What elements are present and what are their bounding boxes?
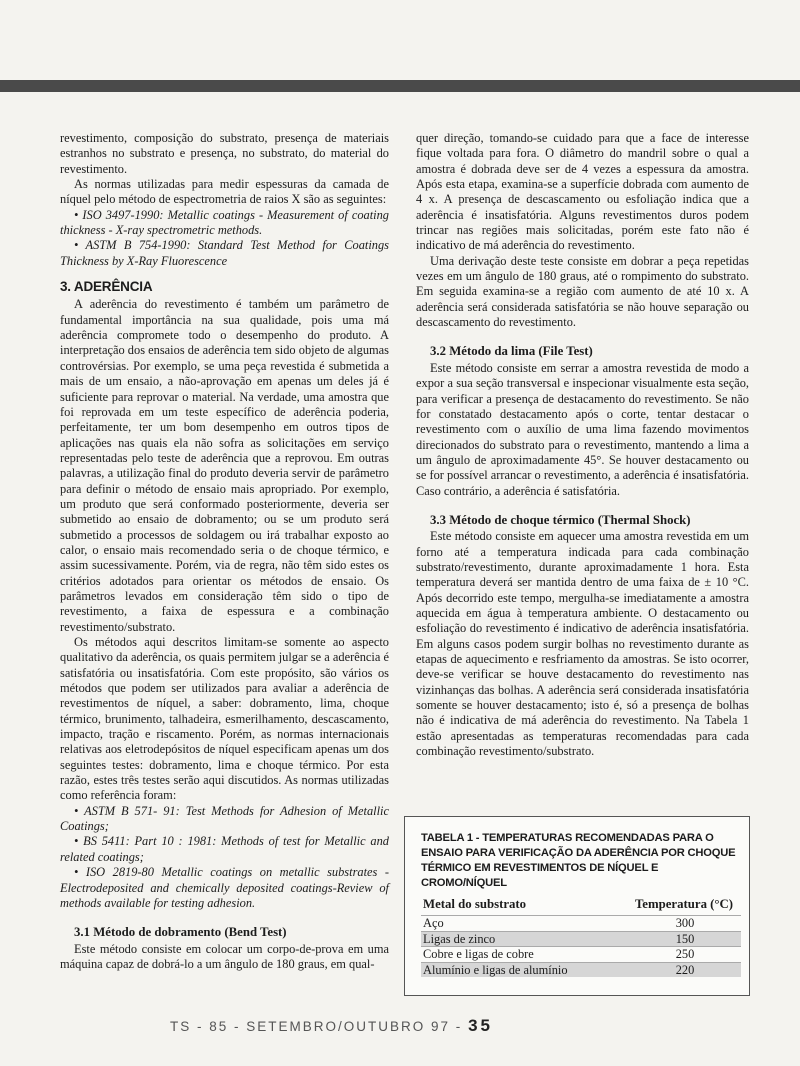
cell-metal: Aço <box>421 916 577 932</box>
subsection-heading: 3.3 Método de choque térmico (Thermal Shock) <box>430 512 691 527</box>
reference-item: • ASTM B 754-1990: Standard Test Method for Coatings Thickness by X-Ray Fluorescence <box>60 238 389 268</box>
paragraph: revestimento, composição do substrato, presença de materiais estranhos no substrato e presença, no substrato, do material do revestimento. <box>60 131 389 176</box>
section-heading: 3. ADERÊNCIA <box>60 279 153 295</box>
cell-temperature: 300 <box>577 916 741 932</box>
temperature-table <box>421 897 741 977</box>
page-number: 35 <box>468 1016 493 1035</box>
paragraph: Os métodos aqui descritos limitam-se somente ao aspecto qualitativo da aderência, os quais permitem julgar se a aderência é satisfatória ou insatisfatória. Com este propósito, são vários os métodos que podem ser utilizados para avaliar a aderência de revestimentos de níquel, a saber: dobramento, lima, choque térmico, brunimento, talhadeira, esmerilhamento, descascamento, impacto, tração e riscamento. Porém, as normas internacionais relativas aos eletrodepósitos de níquel especificam apenas um dos seguintes testes: dobramento, lima e choque térmico. Por esta razão, estes três testes serão aqui discutidos. As normas utilizadas como referência foram: <box>60 635 389 803</box>
cell-metal: Ligas de zinco <box>421 931 577 947</box>
paragraph: Uma derivação deste teste consiste em dobrar a peça repetidas vezes em um ângulo de 180 graus, até o rompimento do substrato. Em seguida examina-se a região com aumento de até 10 x. A aderência será considerada satisfatória se não houve separação ou descascamento do revestimento. <box>416 253 749 330</box>
left-column <box>60 131 389 972</box>
table-header-row <box>421 897 741 916</box>
right-column <box>416 131 749 759</box>
reference-item: • ISO 3497-1990: Metallic coatings - Measurement of coating thickness - X-ray spectrometric methods. <box>60 207 389 238</box>
paragraph: quer direção, tomando-se cuidado para que a face de interesse fique voltada para fora. O diâmetro do mandril sobre o qual a amostra é dobrada deve ser de 4 vezes a espessura da amostra. Após esta etapa, examina-se a superfície dobrada com aumento de 4 x. A presença de descascamento ou esfoliação indica que a aderência é insatisfatória. Alguns revestimentos duros podem trincar nas regiões mais solicitadas, porém este fato não é indicativo de má aderência do revestimento. <box>416 131 749 253</box>
table-row <box>421 931 741 947</box>
reference-item: • BS 5411: Part 10 : 1981: Methods of test for Metallic and related coatings; <box>60 834 389 864</box>
cell-temperature: 250 <box>577 947 741 963</box>
reference-item: • ISO 2819-80 Metallic coatings on metallic substrates - Electrodeposited and chemically deposited coatings-Review of methods available for testing adhesion. <box>60 865 389 910</box>
subsection-heading: 3.2 Método da lima (File Test) <box>430 344 593 359</box>
paragraph: Este método consiste em serrar a amostra revestida de modo a expor a sua seção transversal e inspecionar visualmente esta seção, para verificar a presença de destacamento do revestimento. Se não for constatado destacamento após o corte, tentar destacar o revestimento com o auxílio de uma lima fazendo movimentos direcionados do substrato para o revestimento, mantendo a lima a um ângulo de aproximadamente 45°. Se houver destacamento ou se for possível arrancar o revestimento, a aderência é insatisfatória. Caso contrário, a aderência é satisfatória. <box>416 360 749 498</box>
paragraph: As normas utilizadas para medir espessuras da camada de níquel pelo método de espectrometria de raios X são as seguintes: <box>60 177 389 207</box>
cell-temperature: 150 <box>577 931 741 947</box>
cell-metal: Alumínio e ligas de alumínio <box>421 962 577 977</box>
page-footer <box>170 1016 570 1036</box>
paragraph: Este método consiste em aquecer uma amostra revestida em um forno até a temperatura indicada para cada combinação substrato/revestimento, durante aproximadamente 1 hora. Esta temperatura deverá ser mantida dentro de uma faixa de ± 10 °C. Após decorrido este tempo, mergulha-se imediatamente a amostra aquecida em água à temperatura ambiente. O destacamento ou esfoliação do revestimento é indicativo de aderência insatisfatória. Em alguns casos podem surgir bolhas no revestimento durante as etapas de aquecimento e resfriamento da amostras. Se isto ocorrer, deve-se verificar se houve destacamento do revestimento nas vizinhanças das bolhas. A aderência será considerada insatisfatória somente se houver destacamento; isto é, só a presença de bolhas não é indicativa de má aderência do revestimento. Na Tabela 1 estão apresentadas as temperaturas recomendadas para cada combinação revestimento/substrato. <box>416 529 749 759</box>
cell-metal: Cobre e ligas de cobre <box>421 947 577 963</box>
table-1-box <box>404 816 750 996</box>
paragraph: A aderência do revestimento é também um parâmetro de fundamental importância na sua qualidade, pois uma má aderência compromete todo o desempenho do produto. A interpretação dos ensaios de aderência tem sido objeto de algumas controvérsias. Por exemplo, se uma peça revestida é submetida a mais de um ensaio, a não-aprovação em apenas um deles já é suficiente para reprovar o material. Na verdade, uma amostra que foi reprovada em um teste específico de aderência poderia, perfeitamente, ter um bom desempenho em outros tipos de aplicações nas quais ela não sofra as solicitações em serviço representadas pelo teste de aderência que a reprovou. Em outras palavras, a utilização final do produto deveria servir de parâmetro para definir o método de ensaio mais apropriado. Por exemplo, um produto que será conformado posteriormente, deveria ser submetido ao ensaio de dobramento; ou se um produto será submetido a processos de soldagem ou irá trabalhar exposto ao calor, o ensaio mais recomendado seria o de choque térmico, e assim sucessivamente. Porém, via de regra, não têm sido estes os critérios adotados para orientar os métodos de ensaio. Os parâmetros levados em consideração têm sido o tipo de revestimento, a faixa de espessura e a combinação revestimento/substrato. <box>60 297 389 634</box>
reference-item: • ASTM B 571- 91: Test Methods for Adhesion of Metallic Coatings; <box>60 803 389 834</box>
table-caption: TABELA 1 - TEMPERATURAS RECOMENDADAS PARA O ENSAIO PARA VERIFICAÇÃO DA ADERÊNCIA POR CHOQUE TÉRMICO EM REVESTIMENTOS DE NÍQUEL E CROMO/NÍQUEL <box>421 832 736 889</box>
paragraph: Este método consiste em colocar um corpo-de-prova em uma máquina capaz de dobrá-lo a um ângulo de 180 graus, em qual- <box>60 941 389 971</box>
header-rule <box>0 80 800 92</box>
subsection-heading: 3.1 Método de dobramento (Bend Test) <box>74 925 287 940</box>
cell-temperature: 220 <box>577 962 741 977</box>
column-header-metal: Metal do substrato <box>423 897 527 911</box>
table-row <box>421 916 741 932</box>
column-header-temperature: Temperatura (°C) <box>634 897 734 911</box>
table-row <box>421 947 741 963</box>
issue-label: TS - 85 - SETEMBRO/OUTUBRO 97 - <box>170 1019 463 1034</box>
table-row <box>421 962 741 977</box>
